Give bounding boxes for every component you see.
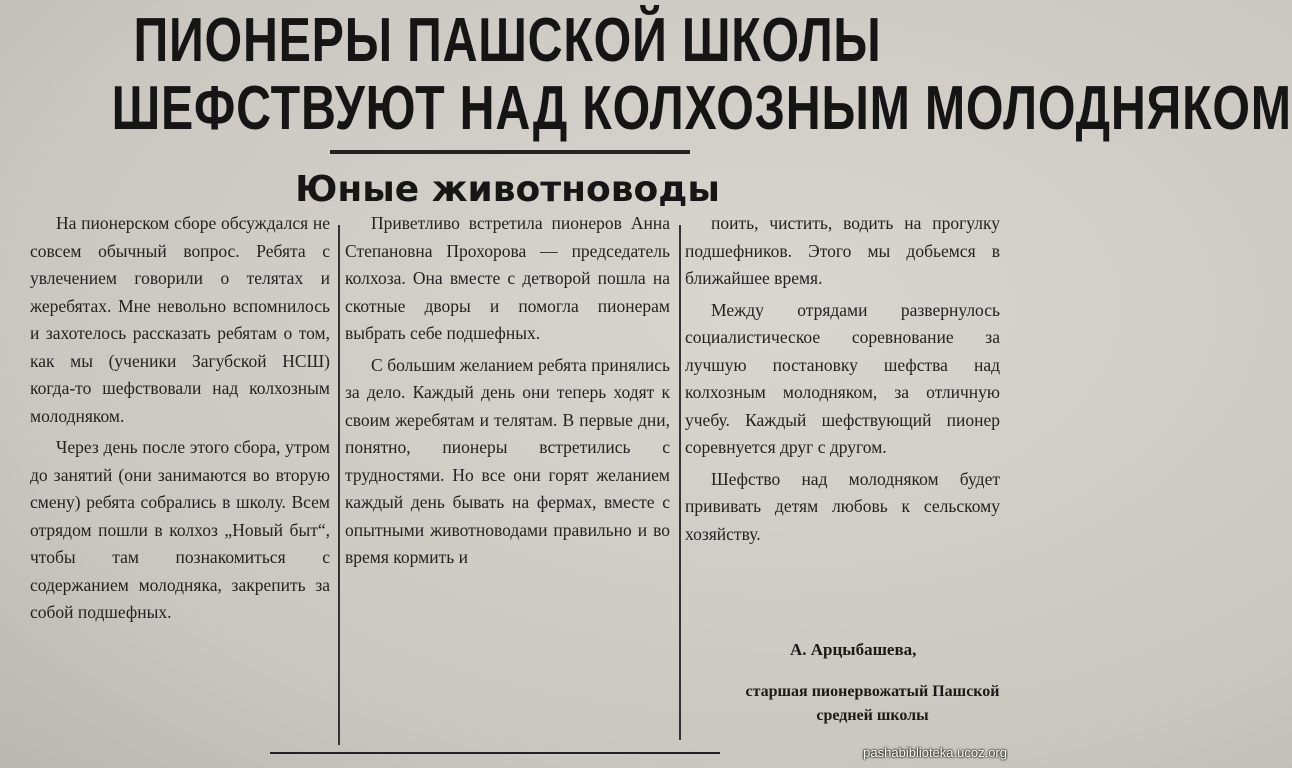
paragraph: Приветливо встретила пионеров Анна Степановна Прохорова — председатель колхоза. Она вместе с детворой пошла на скотные дворы и помогла пионерам выбрать себе подшефных. (345, 213, 670, 343)
author-title: старшая пионервожатый Пашской средней школы (745, 683, 1000, 724)
author-name: А. Арцыбашева, (790, 640, 917, 659)
paragraph: На пионерском сборе обсуждался не совсем обычный вопрос. Ребята с увлечением говорили о телятах и жеребятах. Мне невольно вспомнилось и захотелось рассказать ребятам о том, как мы (ученики Загубской НСШ) когда-то шефствовали над колхозным молодняком. (30, 213, 330, 426)
bottom-rule (270, 752, 720, 754)
article-column-3 (685, 210, 1000, 548)
headline-line-2: ШЕФСТВУЮТ НАД КОЛХОЗНЫМ МОЛОДНЯКОМ (111, 74, 1292, 143)
column-divider (338, 225, 340, 745)
watermark: pashabiblioteka.ucoz.org (863, 745, 1007, 760)
subheadline: Юные животноводы (295, 169, 720, 210)
article-column-1 (30, 210, 330, 627)
headline-line-1: ПИОНЕРЫ ПАШСКОЙ ШКОЛЫ (133, 6, 882, 75)
paragraph: Шефство над молодняком будет прививать детям любовь к сельскому хозяйству. (685, 468, 1000, 544)
paragraph: поить, чистить, водить на прогулку подшефников. Этого мы добьемся в ближайшее время. (685, 213, 1000, 288)
headline-underline (330, 150, 690, 154)
paragraph: Между отрядами развернулось социалистическое соревнование за лучшую постановку шефства над колхозным молодняком, за отличную учебу. Каждый шефствующий пионер соревнуется друг с другом. (685, 299, 1000, 457)
column-divider (679, 225, 681, 740)
paragraph: Через день после этого сбора, утром до занятий (они занимаются во вторую смену) ребята собрались в школу. Всем отрядом пошли в колхоз „Новый быт“, чтобы там познакомиться с содержанием молодняка, закрепить за собой подшефных. (30, 437, 330, 622)
paragraph: С большим желанием ребята принялись за дело. Каждый день они теперь ходят к своим жеребятам и телятам. В первые дни, понятно, пионеры встретились с трудностями. Но все они горят желанием каждый день бывать на фермах, вместе с опытными животноводами правильно и во время кормить и (345, 354, 670, 567)
article-column-2 (345, 210, 670, 572)
